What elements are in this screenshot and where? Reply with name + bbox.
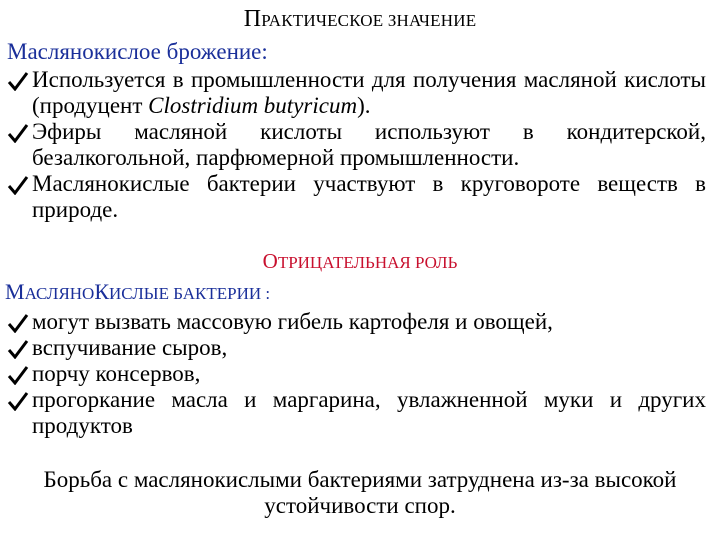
fermentation-heading: Маслянокислое брожение: <box>7 39 268 64</box>
item-text: прогоркание масла и маргарина, увлажненной муки и других продуктов <box>32 387 706 438</box>
item-text-after: ). <box>357 93 371 118</box>
checkmark-icon <box>7 365 29 385</box>
negative-list <box>0 309 720 439</box>
title-initial: П <box>243 6 262 32</box>
list-item <box>0 335 720 361</box>
subheading-mid: АСЛЯНО <box>24 284 95 303</box>
list-item <box>0 119 720 171</box>
subheading-initial: М <box>5 279 25 304</box>
subheading-k: К <box>94 279 110 304</box>
subheading-rest: ИСЛЫЕ БАКТЕРИИ : <box>109 284 271 303</box>
item-text-before: Используется в промышленности для получения масляной кислоты (продуцент <box>32 67 706 118</box>
item-text: могут вызвать массовую гибель картофеля и овощей, <box>32 309 553 334</box>
conclusion-text: Борьба с маслянокислыми бактериями затруднена из-за высокой устойчивости спор. <box>43 467 677 518</box>
item-text: вспучивание сыров, <box>32 335 228 360</box>
list-item <box>0 361 720 387</box>
negative-heading-initial: О <box>262 249 278 273</box>
checkmark-icon <box>7 391 29 411</box>
checkmark-icon <box>7 313 29 333</box>
checkmark-icon <box>7 339 29 359</box>
negative-heading-rest: ТРИЦАТЕЛЬНАЯ РОЛЬ <box>277 253 458 272</box>
checkmark-icon <box>7 123 29 143</box>
item-text: Маслянокислые бактерии участвуют в круговороте веществ в природе. <box>32 171 706 222</box>
list-item <box>0 67 720 119</box>
bacteria-subheading <box>5 279 270 307</box>
list-item <box>0 387 720 439</box>
list-item <box>0 171 720 223</box>
slide-title <box>0 6 720 34</box>
list-item <box>0 309 720 335</box>
negative-role-heading <box>0 249 720 275</box>
checkmark-icon <box>7 175 29 195</box>
item-italic-species: Clostridium butyricum <box>148 93 358 118</box>
fermentation-list <box>0 67 720 223</box>
item-text: Эфиры масляной кислоты используют в кондитерской, безалкогольной, парфюмерной промышленности. <box>32 119 706 170</box>
checkmark-icon <box>7 71 29 91</box>
item-text: порчу консервов, <box>32 361 201 386</box>
title-rest: РАКТИЧЕСКОЕ ЗНАЧЕНИЕ <box>261 11 477 30</box>
